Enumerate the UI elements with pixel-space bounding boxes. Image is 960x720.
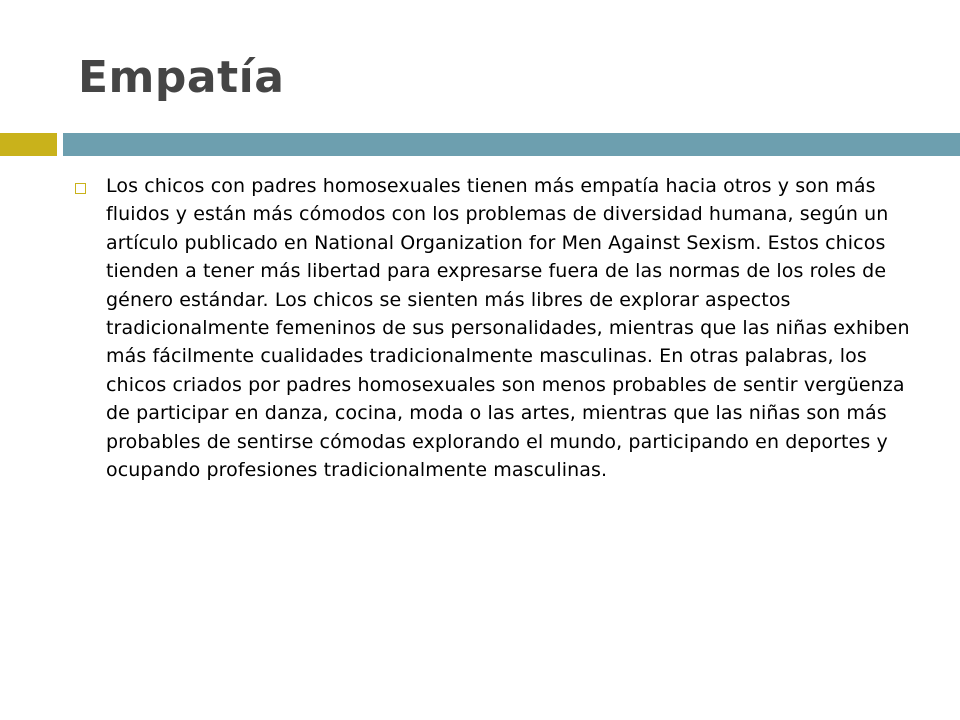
title-rule-bar xyxy=(63,133,960,156)
title-rule-accent xyxy=(0,133,57,156)
bullet-item xyxy=(70,172,910,484)
bullet-text: Los chicos con padres homosexuales tienen más empatía hacia otros y son más fluidos y están más cómodos con los problemas de diversidad humana, según un artículo publicado en National Organization for Men Against Sexism. Estos chicos tienden a tener más libertad para expresarse fuera de las normas de los roles de género estándar. Los chicos se sienten más libres de explorar aspectos tradicionalmente femeninos de sus personalidades, mientras que las niñas exhiben más fácilmente cualidades tradicionalmente masculinas. En otras palabras, los chicos criados por padres homosexuales son menos probables de sentir vergüenza de participar en danza, cocina, moda o las artes, mientras que las niñas son más probables de sentirse cómodas explorando el mundo, participando en deportes y ocupando profesiones tradicionalmente masculinas. xyxy=(106,175,910,482)
slide-title: Empatía xyxy=(78,52,285,103)
slide-body xyxy=(70,172,910,484)
hollow-square-icon xyxy=(75,183,86,194)
